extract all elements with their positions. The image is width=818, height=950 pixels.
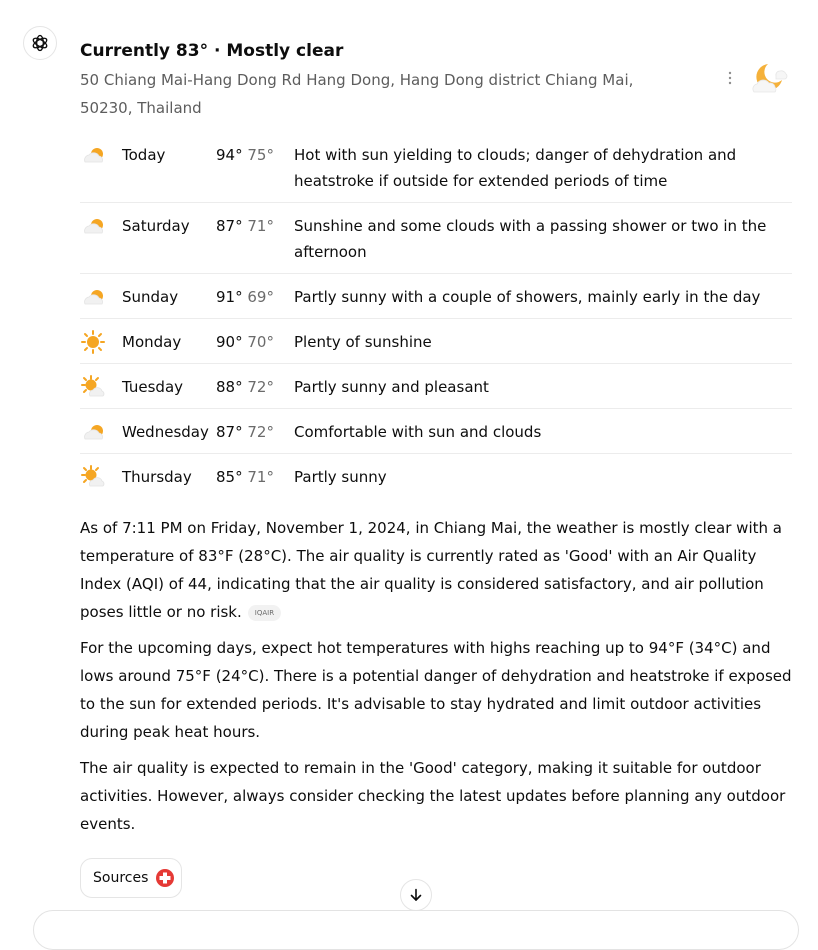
- low-temp: 69°: [247, 288, 274, 306]
- sources-label: Sources: [93, 870, 149, 886]
- vertical-dots-icon: [728, 71, 732, 85]
- forecast-temps: [216, 142, 294, 168]
- high-temp: 91°: [216, 288, 243, 306]
- summary-text: [80, 514, 792, 838]
- forecast-temps: [216, 419, 294, 445]
- forecast-row: [80, 409, 792, 454]
- forecast-row: [80, 132, 792, 203]
- scroll-down-button[interactable]: [400, 879, 432, 911]
- forecast-day: Sunday: [122, 288, 179, 306]
- sources-button[interactable]: [80, 858, 182, 898]
- forecast-temps: [216, 284, 294, 310]
- high-temp: 87°: [216, 217, 243, 235]
- citation-badge[interactable]: IQAIR: [248, 605, 281, 621]
- forecast-description: Hot with sun yielding to clouds; danger of dehydration and heatstroke if outside for extended periods of time: [294, 146, 737, 190]
- summary-paragraph: The air quality is expected to remain in the 'Good' category, making it suitable for outdoor activities. However, always consider checking the latest updates before planning any outdoor events.: [80, 759, 786, 833]
- high-temp: 88°: [216, 378, 243, 396]
- partly-cloudy-icon: [80, 419, 122, 445]
- forecast-row: [80, 454, 792, 498]
- forecast-list: [80, 132, 792, 498]
- forecast-description: Partly sunny with a couple of showers, mainly early in the day: [294, 288, 761, 306]
- summary-paragraph: [80, 514, 792, 626]
- partly-cloudy-icon: [80, 284, 122, 310]
- low-temp: 72°: [247, 423, 274, 441]
- forecast-day: Today: [122, 146, 166, 164]
- sun-cloud-icon: [80, 374, 122, 400]
- forecast-day: Tuesday: [122, 378, 184, 396]
- forecast-temps: [216, 329, 294, 355]
- high-temp: 85°: [216, 468, 243, 486]
- forecast-description: Comfortable with sun and clouds: [294, 423, 542, 441]
- openai-logo-icon: [30, 33, 50, 53]
- forecast-day: Wednesday: [122, 423, 209, 441]
- forecast-description: Plenty of sunshine: [294, 333, 432, 351]
- sun-cloud-icon: [80, 464, 122, 490]
- low-temp: 70°: [247, 333, 274, 351]
- more-options-button[interactable]: [722, 68, 738, 88]
- forecast-description: Sunshine and some clouds with a passing shower or two in the afternoon: [294, 217, 767, 261]
- low-temp: 71°: [247, 468, 274, 486]
- forecast-description: Partly sunny and pleasant: [294, 378, 489, 396]
- red-cross-icon: [156, 869, 174, 887]
- forecast-row: [80, 364, 792, 409]
- summary-paragraph: For the upcoming days, expect hot temperatures with highs reaching up to 94°F (34°C) and lows around 75°F (24°C). There is a potential danger of dehydration and heatstroke if exposed to the sun for extended periods. It's advisable to stay hydrated and limit outdoor activities during peak heat hours.: [80, 639, 792, 741]
- location-address: 50 Chiang Mai-Hang Dong Rd Hang Dong, Hang Dong district Chiang Mai, 50230, Thailand: [80, 71, 634, 117]
- low-temp: 72°: [247, 378, 274, 396]
- message-composer[interactable]: [33, 910, 799, 950]
- forecast-temps: [216, 213, 294, 239]
- arrow-down-icon: [409, 888, 423, 902]
- moon-cloud-icon: [748, 62, 788, 96]
- current-conditions-title: Currently 83° · Mostly clear: [80, 41, 344, 61]
- forecast-description: Partly sunny: [294, 468, 387, 486]
- forecast-day: Monday: [122, 333, 182, 351]
- high-temp: 94°: [216, 146, 243, 164]
- high-temp: 87°: [216, 423, 243, 441]
- forecast-day: Saturday: [122, 217, 190, 235]
- high-temp: 90°: [216, 333, 243, 351]
- weather-card: [80, 38, 792, 846]
- forecast-temps: [216, 374, 294, 400]
- summary-paragraph-text: As of 7:11 PM on Friday, November 1, 2024, in Chiang Mai, the weather is mostly clear with a temperature of 83°F (28°C). The air quality is currently rated as 'Good' with an Air Quality Index (AQI) of 44, indicating that the air quality is considered satisfactory, and air pollution poses little or no risk.: [80, 519, 782, 621]
- forecast-row: [80, 319, 792, 364]
- forecast-row: [80, 203, 792, 274]
- forecast-day: Thursday: [122, 468, 192, 486]
- sun-icon: [80, 329, 122, 355]
- partly-cloudy-icon: [80, 142, 122, 168]
- forecast-row: [80, 274, 792, 319]
- low-temp: 71°: [247, 217, 274, 235]
- forecast-temps: [216, 464, 294, 490]
- partly-cloudy-icon: [80, 213, 122, 239]
- assistant-avatar: [23, 26, 57, 60]
- low-temp: 75°: [247, 146, 274, 164]
